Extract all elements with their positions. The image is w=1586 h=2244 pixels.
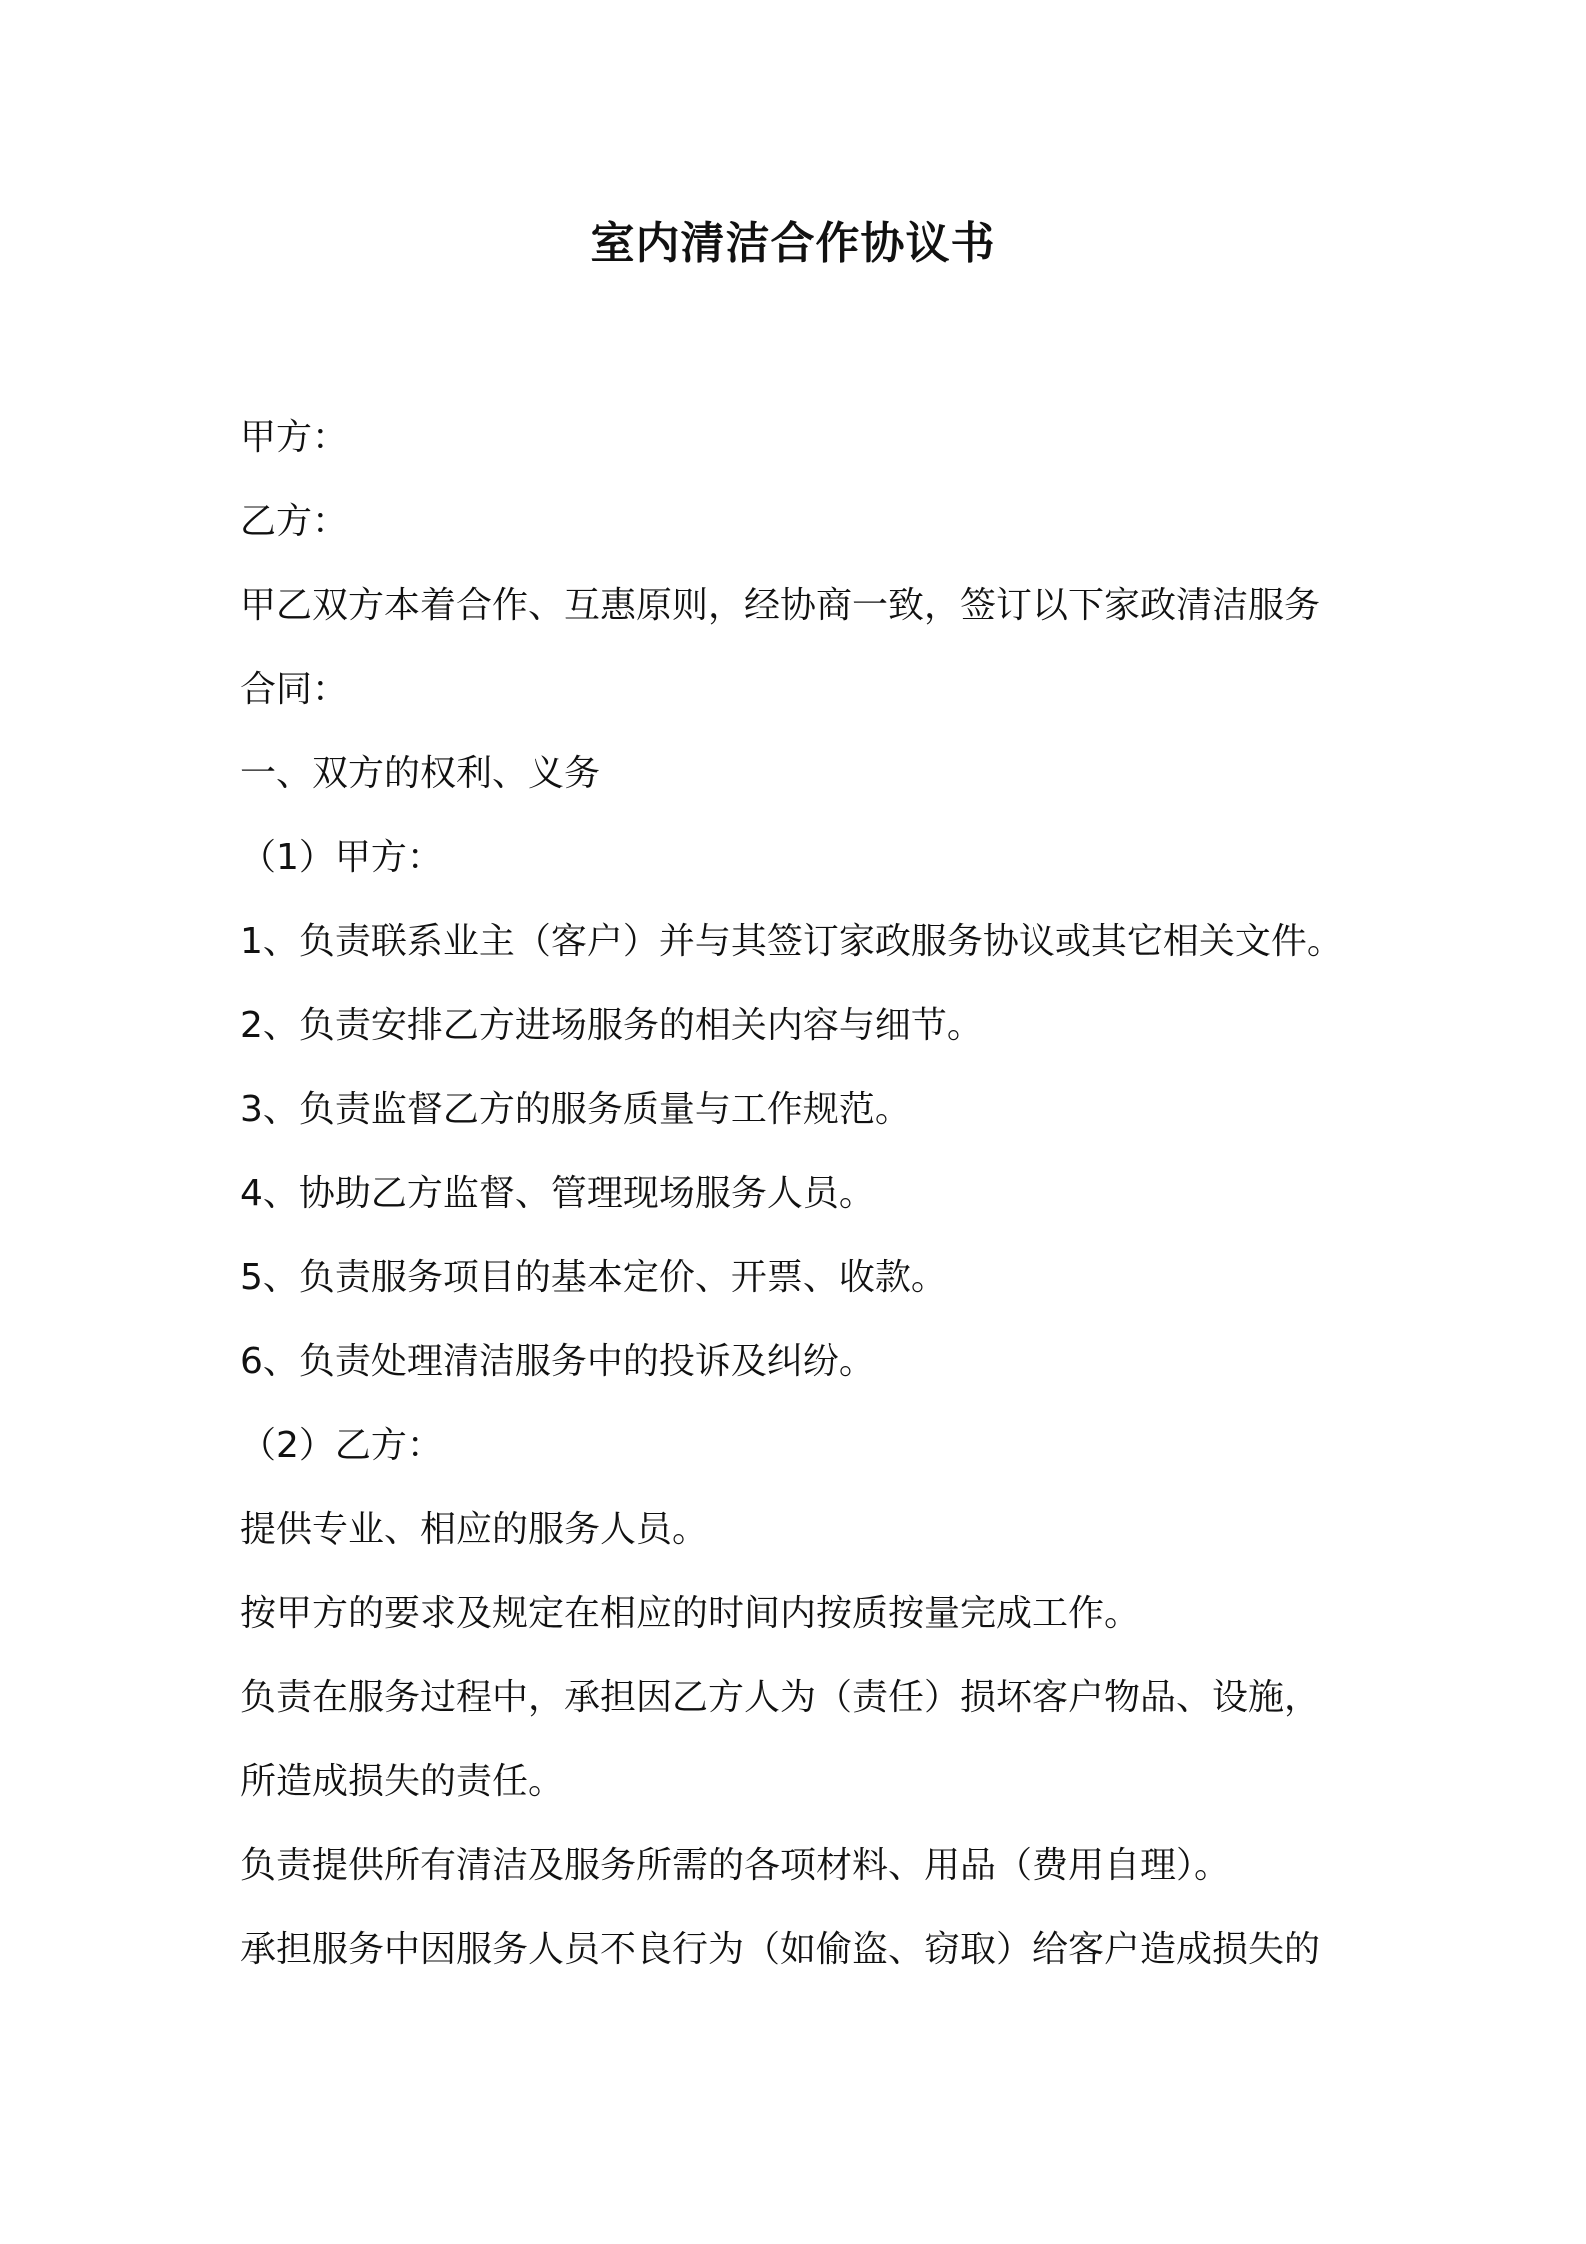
party-a-item-1: 1、负责联系业主（客户）并与其签订家政服务协议或其它相关文件。 [240, 921, 1343, 962]
party-b-subheading: （2）乙方： [240, 1425, 443, 1466]
party-a-subheading: （1）甲方： [240, 837, 443, 878]
party-b-item-3-line-1: 负责在服务过程中，承担因乙方人为（责任）损坏客户物品、设施， [240, 1677, 1321, 1718]
section-heading: 一、双方的权利、义务 [240, 753, 601, 794]
party-b-item-4: 负责提供所有清洁及服务所需的各项材料、用品（费用自理）。 [240, 1845, 1231, 1886]
preamble-line-2: 合同： [240, 669, 349, 710]
party-a-item-2: 2、负责安排乙方进场服务的相关内容与细节。 [240, 1005, 983, 1046]
party-a-item-3: 3、负责监督乙方的服务质量与工作规范。 [240, 1089, 911, 1130]
document-body [240, 408, 1360, 2004]
preamble-line-1: 甲乙双方本着合作、互惠原则，经协商一致，签订以下家政清洁服务 [240, 585, 1321, 626]
party-a-line: 甲方： [240, 417, 349, 458]
party-b-line: 乙方： [240, 501, 349, 542]
party-b-item-1: 提供专业、相应的服务人员。 [240, 1509, 709, 1550]
party-b-item-5: 承担服务中因服务人员不良行为（如偷盗、窃取）给客户造成损失的 [240, 1929, 1321, 1970]
party-a-item-6: 6、负责处理清洁服务中的投诉及纠纷。 [240, 1341, 875, 1382]
party-a-item-4: 4、协助乙方监督、管理现场服务人员。 [240, 1173, 875, 1214]
party-a-item-5: 5、负责服务项目的基本定价、开票、收款。 [240, 1257, 947, 1298]
party-b-item-3-line-2: 所造成损失的责任。 [240, 1761, 565, 1802]
party-b-item-2: 按甲方的要求及规定在相应的时间内按质按量完成工作。 [240, 1593, 1141, 1634]
document-title: 室内清洁合作协议书 [590, 218, 996, 269]
